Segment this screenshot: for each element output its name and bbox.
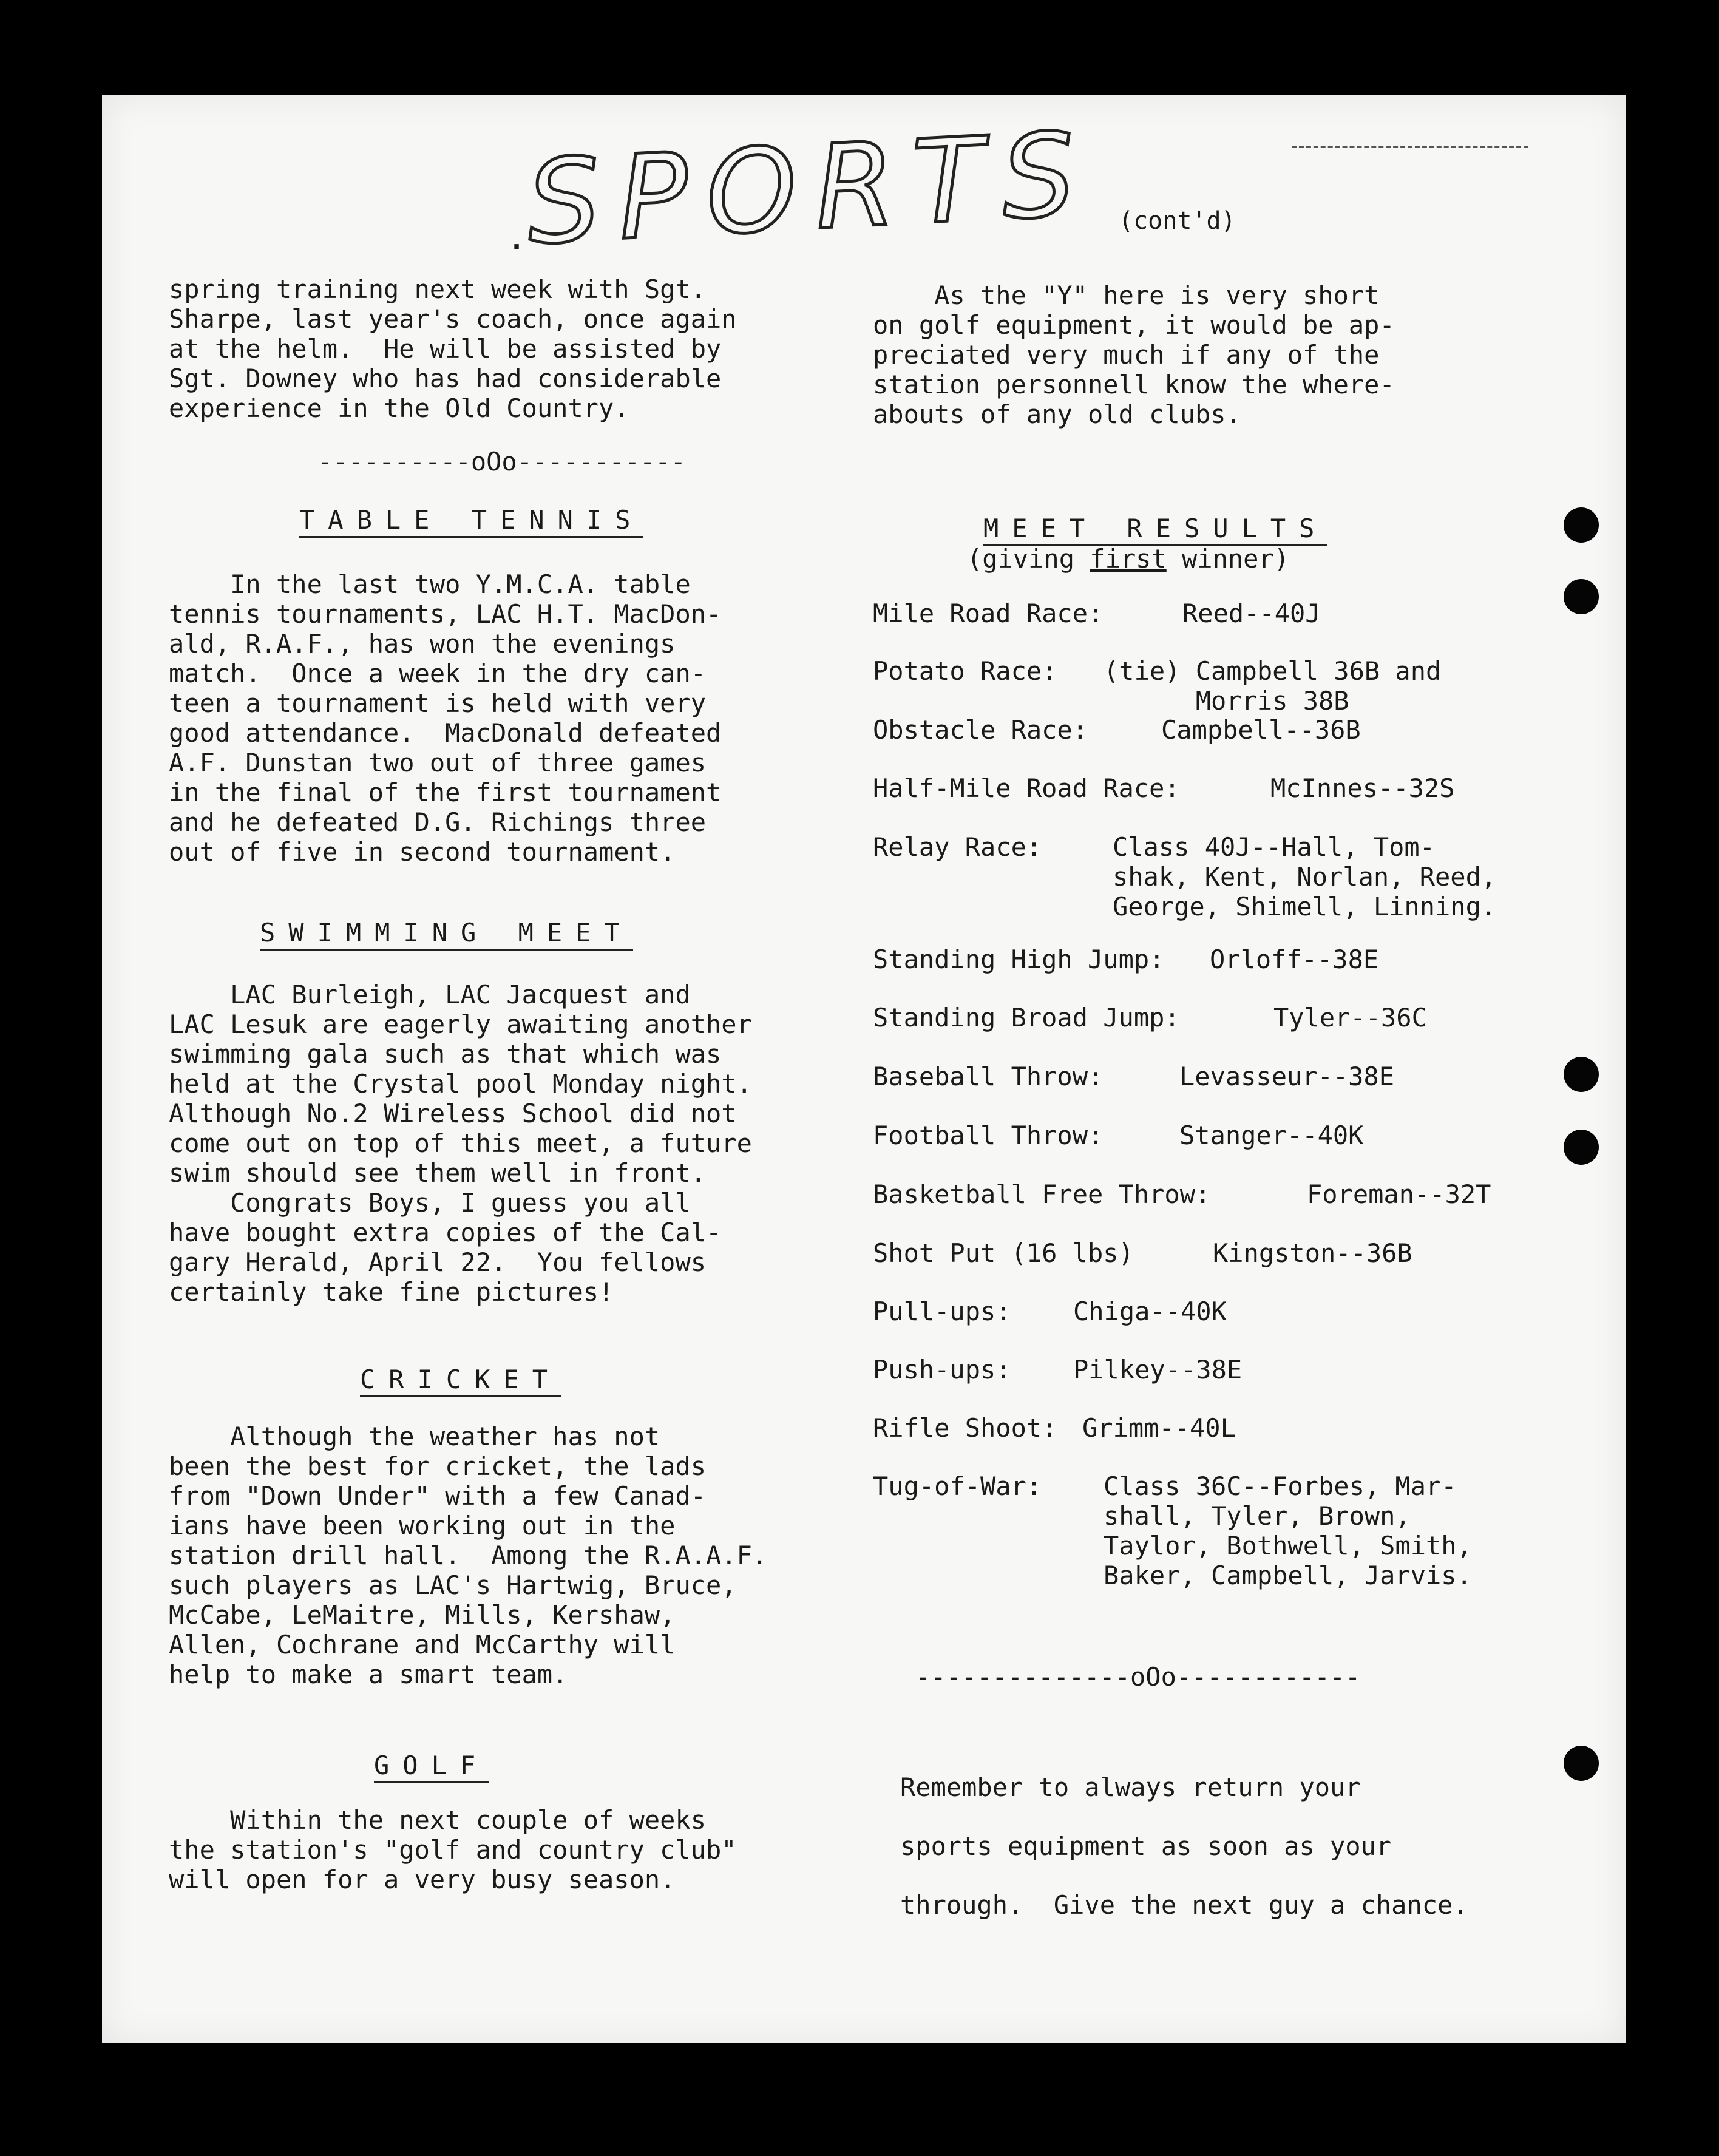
result-event: Relay Race: (873, 832, 1042, 862)
section-divider: --------------oOo------------ (915, 1662, 1361, 1692)
winner-line: shall, Tyler, Brown, (1104, 1501, 1411, 1531)
text-line: gary Herald, April 22. You fellows (169, 1247, 707, 1277)
text-line: station personnell know the where- (873, 370, 1395, 399)
binder-hole (1564, 1130, 1599, 1165)
binder-hole (1564, 1746, 1599, 1781)
result-winner (1161, 715, 1361, 745)
result-row (873, 944, 1379, 974)
subheading-text: (giving (967, 544, 1090, 574)
cricket-heading: CRICKET (360, 1364, 561, 1397)
result-event: Potato Race: (873, 656, 1057, 686)
winner-line: Class 36C--Forbes, Mar- (1104, 1471, 1457, 1501)
text-line: and he defeated D.G. Richings three (169, 807, 707, 837)
text-line: Within the next couple of weeks (169, 1805, 707, 1835)
winner-line: Class 40J--Hall, Tom- (1113, 832, 1436, 862)
winner-line: shak, Kent, Norlan, Reed, (1113, 862, 1497, 892)
text-line: Although the weather has not (169, 1422, 660, 1451)
text-line: teen a tournament is held with very (169, 688, 707, 718)
subheading-text: winner) (1166, 544, 1290, 574)
text-line: Sharpe, last year's coach, once again (169, 304, 737, 334)
winner-line: Morris 38B (1104, 686, 1349, 716)
golf-heading: GOLF (374, 1751, 489, 1783)
text-line: spring training next week with Sgt. (169, 274, 707, 304)
section-divider: ----------oOo----------- (317, 447, 686, 476)
winner-line: McInnes--32S (1270, 773, 1455, 803)
result-event: Football Throw: (873, 1120, 1104, 1150)
text-line: Allen, Cochrane and McCarthy will (169, 1630, 676, 1659)
result-event: Half-Mile Road Race: (873, 773, 1180, 803)
winner-line: Stanger--40K (1179, 1120, 1364, 1150)
document-page (102, 95, 1626, 2043)
result-event: Rifle Shoot: (873, 1413, 1057, 1443)
winner-line: (tie) Campbell 36B and (1104, 656, 1442, 686)
text-line: have bought extra copies of the Cal- (169, 1218, 722, 1247)
title-continued: (cont'd) (1119, 207, 1236, 235)
swimming-meet-heading: SWIMMING MEET (260, 918, 633, 951)
title-dot: . (506, 216, 528, 259)
text-line: Sgt. Downey who has had considerable (169, 364, 722, 393)
result-event: Basketball Free Throw: (873, 1179, 1211, 1209)
text-line: McCabe, LeMaitre, Mills, Kershaw, (169, 1600, 676, 1630)
result-row (873, 1120, 1364, 1150)
golf-paragraph (169, 1805, 737, 1894)
text-line: Although No.2 Wireless School did not (169, 1099, 737, 1128)
text-line: LAC Lesuk are eagerly awaiting another (169, 1009, 752, 1039)
text-line: sports equipment as soon as your (900, 1831, 1392, 1861)
result-winner (1182, 598, 1321, 628)
result-event: Pull-ups: (873, 1297, 1011, 1326)
winner-line: Campbell--36B (1161, 715, 1361, 745)
text-line: LAC Burleigh, LAC Jacquest and (169, 980, 691, 1009)
subheading-underlined: first (1090, 544, 1167, 574)
winner-line: George, Shimell, Linning. (1113, 892, 1497, 921)
golf-equipment-paragraph (873, 280, 1395, 429)
text-line: Remember to always return your (900, 1772, 1361, 1802)
result-winner (1113, 832, 1496, 921)
result-winner (1270, 773, 1454, 803)
result-row (873, 1471, 1472, 1590)
result-row (873, 715, 1361, 745)
text-line: ald, R.A.F., has won the evenings (169, 629, 676, 659)
result-event: Mile Road Race: (873, 598, 1104, 628)
result-event: Push-ups: (873, 1355, 1011, 1385)
intro-paragraph (169, 274, 737, 423)
result-event: Obstacle Race: (873, 715, 1088, 745)
text-line: tennis tournaments, LAC H.T. MacDon- (169, 599, 722, 629)
text-line: held at the Crystal pool Monday night. (169, 1069, 752, 1099)
table-tennis-paragraph (169, 569, 721, 867)
result-winner (1179, 1120, 1363, 1150)
text-line: A.F. Dunstan two out of three games (169, 748, 707, 778)
text-line: abouts of any old clubs. (873, 399, 1241, 429)
result-event: Baseball Throw: (873, 1062, 1104, 1091)
winner-line: Taylor, Bothwell, Smith, (1104, 1531, 1472, 1561)
binder-hole (1564, 579, 1599, 614)
text-line: at the helm. He will be assisted by (169, 334, 722, 364)
text-line: such players as LAC's Hartwig, Bruce, (169, 1570, 737, 1600)
result-winner (1210, 944, 1378, 974)
swimming-paragraph (169, 980, 752, 1307)
result-winner (1073, 1355, 1242, 1385)
winner-line: Levasseur--38E (1179, 1062, 1395, 1091)
winner-line: Chiga--40K (1073, 1297, 1227, 1326)
winner-line: Tyler--36C (1273, 1003, 1427, 1032)
winner-line: Pilkey--38E (1073, 1355, 1243, 1385)
text-line: match. Once a week in the dry can- (169, 659, 707, 688)
result-event: Tug-of-War: (873, 1471, 1042, 1501)
text-line: certainly take fine pictures! (169, 1277, 614, 1307)
result-row (873, 1238, 1412, 1268)
text-line: station drill hall. Among the R.A.A.F. (169, 1541, 768, 1570)
text-line: come out on top of this meet, a future (169, 1128, 752, 1158)
winner-line: Foreman--32T (1307, 1179, 1491, 1209)
result-row (873, 656, 1442, 716)
page-title: SPORTS (523, 106, 1097, 271)
binder-hole (1564, 1057, 1599, 1092)
result-event: Standing High Jump: (873, 944, 1165, 974)
binder-hole (1564, 507, 1599, 543)
meet-results-heading: MEET RESULTS (983, 514, 1327, 546)
text-line: swim should see them well in front. (169, 1158, 707, 1188)
text-line: on golf equipment, it would be ap- (873, 310, 1395, 340)
result-event: Standing Broad Jump: (873, 1003, 1180, 1032)
result-winner (1273, 1003, 1427, 1032)
text-line: Congrats Boys, I guess you all (169, 1188, 691, 1218)
text-line: ians have been working out in the (169, 1511, 676, 1541)
winner-line: Orloff--38E (1210, 944, 1379, 974)
text-line: As the "Y" here is very short (873, 280, 1380, 310)
cricket-paragraph (169, 1422, 767, 1689)
text-line: will open for a very busy season. (169, 1865, 676, 1894)
text-line: good attendance. MacDonald defeated (169, 718, 722, 748)
result-row (873, 1413, 1236, 1443)
result-winner (1179, 1062, 1394, 1091)
result-row (873, 1297, 1227, 1326)
text-line: help to make a smart team. (169, 1659, 568, 1689)
text-line: preciated very much if any of the (873, 340, 1380, 370)
text-line: In the last two Y.M.C.A. table (169, 569, 691, 599)
table-tennis-heading: TABLE TENNIS (299, 505, 643, 538)
result-row (873, 832, 1497, 921)
text-line: experience in the Old Country. (169, 393, 629, 423)
winner-line: Reed--40J (1182, 598, 1321, 628)
result-row (873, 1179, 1491, 1209)
header-dashes (1292, 146, 1528, 148)
winner-line: Grimm--40L (1082, 1413, 1236, 1443)
meet-results-subheading (967, 544, 1289, 574)
result-row (873, 1062, 1395, 1091)
result-winner (1213, 1238, 1412, 1268)
result-winner (1104, 656, 1441, 716)
result-row (873, 1355, 1243, 1385)
text-line: through. Give the next guy a chance. (900, 1890, 1468, 1920)
result-winner (1073, 1297, 1227, 1326)
text-line: in the final of the first tournament (169, 778, 722, 807)
result-event: Shot Put (16 lbs) (873, 1238, 1134, 1268)
reminder-paragraph (900, 1758, 1468, 1934)
text-line: swimming gala such as that which was (169, 1039, 722, 1069)
text-line: from "Down Under" with a few Canad- (169, 1481, 707, 1511)
result-row (873, 773, 1455, 803)
result-winner (1104, 1471, 1472, 1590)
text-line: the station's "golf and country club" (169, 1835, 737, 1865)
result-winner (1307, 1179, 1491, 1209)
text-line: out of five in second tournament. (169, 837, 676, 867)
result-winner (1082, 1413, 1236, 1443)
winner-line: Kingston--36B (1213, 1238, 1412, 1268)
winner-line: Baker, Campbell, Jarvis. (1104, 1561, 1472, 1590)
text-line: been the best for cricket, the lads (169, 1451, 707, 1481)
result-row (873, 1003, 1427, 1032)
result-row (873, 598, 1321, 628)
